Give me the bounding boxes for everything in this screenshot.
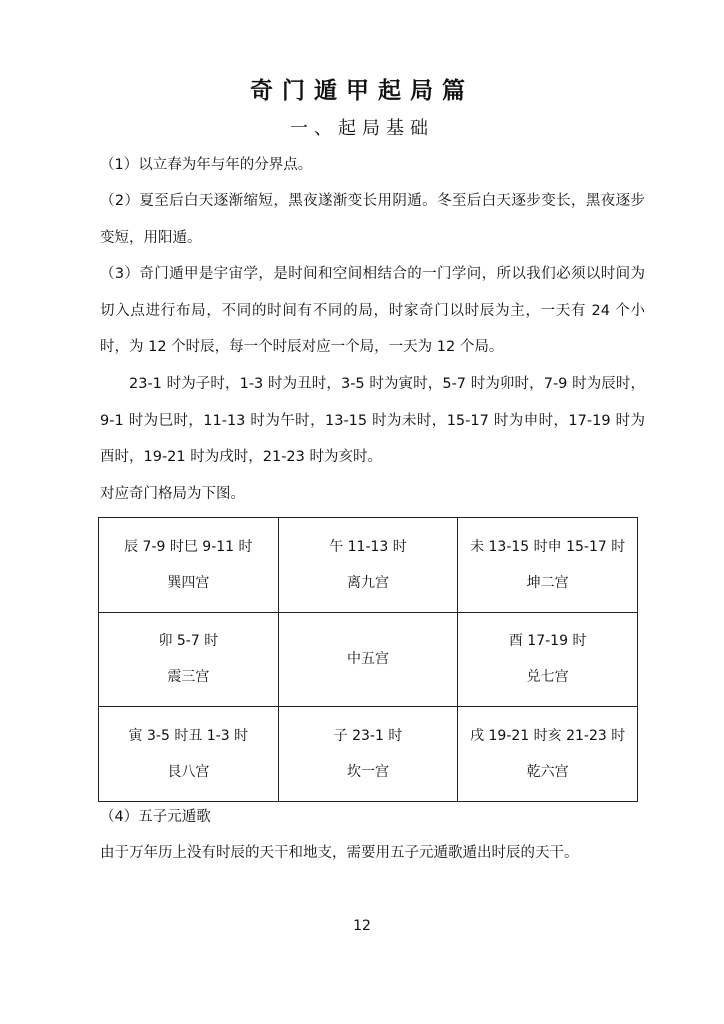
paragraph-4: 23-1 时为子时，1-3 时为丑时，3-5 时为寅时，5-7 时为卯时，7-9 时为辰时，9-1 时为巳时，11-13 时为午时，13-15 时为未时，15-17 时为申时，17-19 时为酉时，19-21 时为戌时，21-23 时为亥时。	[100, 376, 645, 465]
paragraph-2: （2）夏至后白天逐渐缩短，黑夜遂渐变长用阴遁。冬至后白天逐步变长，黑夜逐步变短，用阳遁。	[100, 193, 645, 246]
cell-palace: 坎一宫	[346, 764, 389, 781]
grid-cell-li9	[278, 518, 458, 613]
cell-time: 午 11-13 时	[329, 538, 407, 555]
cell-palace: 离九宫	[346, 574, 389, 591]
cell-time: 子 23-1 时	[333, 728, 403, 745]
cell-palace: 兑七宫	[526, 669, 569, 686]
paragraph-7: 由于万年历上没有时辰的天干和地支，需要用五子元遁歌遁出时辰的天干。	[100, 845, 579, 861]
cell-time: 未 13-15 时申 15-17 时	[470, 538, 626, 555]
grid-cell-kan1	[278, 707, 458, 802]
grid-cell-gen8	[99, 707, 279, 802]
cell-time: 戌 19-21 时亥 21-23 时	[470, 728, 626, 745]
grid-cell-xun4	[99, 518, 279, 613]
cell-palace: 中五宫	[346, 651, 389, 668]
cell-time: 辰 7-9 时巳 9-11 时	[124, 538, 253, 555]
grid-cell-zhen3	[99, 612, 279, 707]
nine-palace-grid	[98, 517, 638, 802]
grid-cell-qian6	[458, 707, 638, 802]
page-number: 12	[353, 918, 371, 934]
cell-time: 酉 17-19 时	[508, 633, 587, 650]
grid-cell-kun2	[458, 518, 638, 613]
section-heading: 一、起局基础	[290, 118, 434, 139]
cell-palace: 震三宫	[167, 669, 210, 686]
paragraph-1: （1）以立春为年与年的分界点。	[100, 157, 313, 173]
cell-palace: 艮八宫	[167, 764, 210, 781]
grid-cell-zhong5	[278, 612, 458, 707]
cell-palace: 乾六宫	[526, 764, 569, 781]
cell-palace: 坤二宫	[526, 574, 569, 591]
grid-cell-dui7	[458, 612, 638, 707]
paragraph-6: （4）五子元遁歌	[100, 809, 211, 825]
cell-palace: 巽四宫	[167, 574, 210, 591]
page-title: 奇门遁甲起局篇	[250, 78, 474, 104]
paragraph-3: （3）奇门遁甲是宇宙学，是时间和空间相结合的一门学问，所以我们必须以时间为切入点进行布局，不同的时间有不同的局，时家奇门以时辰为主，一天有 24 个小时，为 12 个时辰，每一个时辰对应一个局，一天为 12 个局。	[100, 266, 645, 355]
paragraph-5: 对应奇门格局为下图。	[100, 486, 245, 502]
cell-time: 寅 3-5 时丑 1-3 时	[128, 728, 249, 745]
cell-time: 卯 5-7 时	[158, 633, 219, 650]
